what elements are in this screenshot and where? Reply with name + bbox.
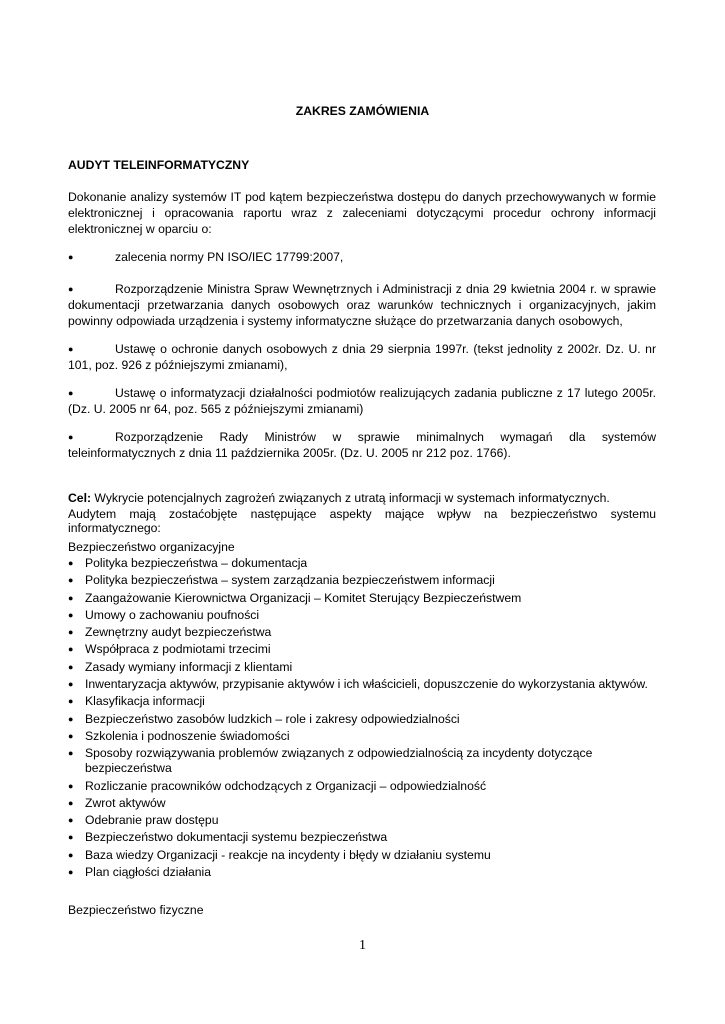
org-security-list [68,556,656,882]
bullet-icon: ● [68,696,74,707]
list-item: ● Inwentaryzacja aktywów, przypisanie aktywów i ich właścicieli, dopuszczenie do wykorzystania aktywów. [68,677,648,692]
basis-item: ● Ustawę o ochronie danych osobowych z dnia 29 sierpnia 1997r. (tekst jednolity z 2002r. Dz. U. nr 101, poz. 926 z późniejszymi zmianami), [68,342,656,372]
bullet-icon: ● [68,575,74,586]
basis-item: ● Rozporządzenie Ministra Spraw Wewnętrznych i Administracji z dnia 29 kwietnia 2004 r. w sprawie dokumentacji przetwarzania danych osobowych oraz warunków technicznych i organizacyjnych, jakim powinny odpowiada urządzenia i systemy informatyczne służące do przetwarzania danych osobowych, [68,282,656,328]
bullet-icon: ● [68,730,74,741]
list-item: ● Polityka bezpieczeństwa – system zarządzania bezpieczeństwem informacji [68,573,495,588]
bullet-icon: ● [68,432,74,442]
goal-text: Wykrycie potencjalnych zagrożeń związanych z utratą informacji w systemach informatycznych. [91,491,610,505]
bullet-icon: ● [68,849,74,860]
list-item: ● Odebranie praw dostępu [68,813,219,828]
bullet-icon: ● [68,797,74,808]
goal-paragraph [68,490,656,506]
bullet-icon: ● [68,867,74,878]
list-item: ● Polityka bezpieczeństwa – dokumentacja [68,556,308,570]
bullet-icon: ● [68,832,74,843]
bullet-icon: ● [68,609,74,620]
goal-label: Cel: [68,491,92,505]
list-item: ● Współpraca z podmiotami trzecimi [68,642,271,657]
bullet-icon: ● [68,388,74,398]
basis-item: ● zalecenia normy PN ISO/IEC 17799:2007, [68,250,344,264]
bullet-icon: ● [68,780,74,791]
bullet-icon: ● [68,644,74,655]
bullet-icon: ● [68,748,74,759]
bullet-icon: ● [68,284,74,294]
section-heading: AUDYT TELEINFORMATYCZNY [68,158,250,172]
audit-scope-paragraph: Audytem mają zostaćobjęte następujące aspekty mające wpływ na bezpieczeństwo systemu informatycznego: [68,507,656,535]
physical-security-heading: Bezpieczeństwo fizyczne [68,903,204,917]
list-item: ● Bezpieczeństwo zasobów ludzkich – role i zakresy odpowiedzialności [68,711,460,726]
bullet-icon: ● [68,252,74,262]
list-item: ● Sposoby rozwiązywania problemów związanych z odpowiedzialnością za incydenty dotyczące bezpieczeństwa [68,746,593,776]
list-item: ● Zaangażowanie Kierownictwa Organizacji – Komitet Sterujący Bezpieczeństwem [68,590,522,605]
bullet-icon: ● [68,344,74,354]
list-item: ● Bezpieczeństwo dokumentacji systemu bezpieczeństwa [68,830,388,845]
list-item: ● Rozliczanie pracowników odchodzących z Organizacji – odpowiedzialność [68,778,487,793]
list-item: ● Klasyfikacja informacji [68,694,205,709]
basis-item: ● Ustawę o informatyzacji działalności podmiotów realizujących zadania publiczne z 17 lutego 2005r. (Dz. U. 2005 nr 64, poz. 565 z późniejszymi zmianami) [68,386,656,416]
list-item: ● Umowy o zachowaniu poufności [68,607,260,622]
org-security-heading: Bezpieczeństwo organizacyjne [68,540,235,554]
list-item: ● Baza wiedzy Organizacji - reakcje na incydenty i błędy w działaniu systemu [68,847,491,862]
bullet-icon: ● [68,679,74,690]
bullet-icon: ● [68,592,74,603]
bullet-icon: ● [68,661,74,672]
basis-item: ● Rozporządzenie Rady Ministrów w sprawie minimalnych wymagań dla systemów teleinformatycznych z dnia 11 października 2005r. (Dz. U. 2005 nr 212 poz. 1766). [68,430,656,460]
document-title: ZAKRES ZAMÓWIENIA [295,104,430,118]
list-item: ● Zasady wymiany informacji z klientami [68,659,293,674]
list-item: ● Plan ciągłości działania [68,865,212,880]
list-item: ● Zewnętrzny audyt bezpieczeństwa [68,625,272,640]
page-number: 1 [359,938,366,953]
bullet-icon: ● [68,558,74,568]
intro-paragraph: Dokonanie analizy systemów IT pod kątem bezpieczeństwa dostępu do danych przechowywanych w formie elektronicznej i opracowania raportu wraz z zaleceniami dotyczącymi procedur ochrony informacji elektronicznej w oparciu o: [68,190,656,236]
bullet-icon: ● [68,815,74,826]
bullet-icon: ● [68,627,74,638]
list-item: ● Szkolenia i podnoszenie świadomości [68,728,290,743]
list-item: ● Zwrot aktywów [68,795,166,810]
bullet-icon: ● [68,713,74,724]
